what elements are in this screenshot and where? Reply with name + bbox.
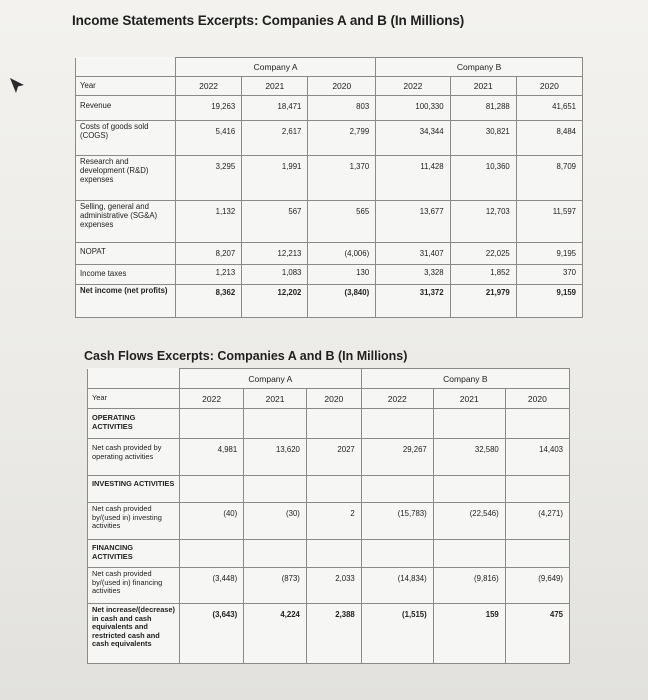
cell-value xyxy=(244,409,307,439)
cash-flow-table xyxy=(87,368,570,664)
table-row xyxy=(88,540,570,568)
year-header: 2020 xyxy=(308,77,376,96)
cell-value xyxy=(361,476,433,503)
cell-value: 2,388 xyxy=(306,604,361,664)
cell-value: 1,213 xyxy=(176,265,242,285)
cell-value: 10,360 xyxy=(450,156,516,201)
year-header: 2021 xyxy=(242,77,308,96)
table-row xyxy=(76,121,583,156)
section-label: INVESTING ACTIVITIES xyxy=(88,476,180,503)
cell-value: 3,328 xyxy=(376,265,450,285)
cell-value: 22,025 xyxy=(450,243,516,265)
cell-value xyxy=(433,476,505,503)
cell-value: 31,407 xyxy=(376,243,450,265)
cell-value: (3,448) xyxy=(180,568,244,604)
table-row xyxy=(76,243,583,265)
cell-value: 41,651 xyxy=(516,96,582,121)
cell-value: 8,709 xyxy=(516,156,582,201)
cell-value xyxy=(505,476,569,503)
year-header: 2022 xyxy=(376,77,450,96)
cell-value: 30,821 xyxy=(450,121,516,156)
cell-value: 14,403 xyxy=(505,439,569,476)
row-label: Net cash provided by/(used in) investing activities xyxy=(88,503,180,540)
cell-value: 4,981 xyxy=(180,439,244,476)
cell-value: 370 xyxy=(516,265,582,285)
cell-value: 3,295 xyxy=(176,156,242,201)
cell-value: 34,344 xyxy=(376,121,450,156)
cell-value: 1,083 xyxy=(242,265,308,285)
year-header: 2021 xyxy=(450,77,516,96)
cell-value xyxy=(433,409,505,439)
cell-value xyxy=(306,409,361,439)
cell-value: 12,202 xyxy=(242,285,308,318)
cell-value: 19,263 xyxy=(176,96,242,121)
cell-value: 8,362 xyxy=(176,285,242,318)
row-label: Net income (net profits) xyxy=(76,285,176,318)
row-label: Costs of goods sold (COGS) xyxy=(76,121,176,156)
cell-value: 1,132 xyxy=(176,201,242,243)
cell-value: 13,677 xyxy=(376,201,450,243)
cell-value: 13,620 xyxy=(244,439,307,476)
year-label: Year xyxy=(76,77,176,96)
cell-value: 2,617 xyxy=(242,121,308,156)
company-a-header: Company A xyxy=(176,58,376,77)
table-row xyxy=(88,439,570,476)
year-header: 2022 xyxy=(180,389,244,409)
cell-value xyxy=(306,540,361,568)
cell-value: 567 xyxy=(242,201,308,243)
table-row xyxy=(88,476,570,503)
cell-value: 9,159 xyxy=(516,285,582,318)
row-label: Revenue xyxy=(76,96,176,121)
cell-value: 1,370 xyxy=(308,156,376,201)
cell-value: (4,006) xyxy=(308,243,376,265)
year-header: 2021 xyxy=(244,389,307,409)
cell-value: 32,580 xyxy=(433,439,505,476)
cell-value: 475 xyxy=(505,604,569,664)
table-row xyxy=(76,265,583,285)
table-row xyxy=(76,156,583,201)
table-row xyxy=(76,285,583,318)
cell-value xyxy=(244,540,307,568)
cell-value: 2027 xyxy=(306,439,361,476)
cell-value: 31,372 xyxy=(376,285,450,318)
cell-value: (40) xyxy=(180,503,244,540)
cash-flow-title: Cash Flows Excerpts: Companies A and B (In Millions) xyxy=(84,349,408,363)
company-a-header: Company A xyxy=(180,369,362,389)
income-statement-table xyxy=(75,57,583,318)
row-label: Net cash provided by operating activities xyxy=(88,439,180,476)
row-label: NOPAT xyxy=(76,243,176,265)
cell-value: (15,783) xyxy=(361,503,433,540)
cell-value: 100,330 xyxy=(376,96,450,121)
cell-value: (22,546) xyxy=(433,503,505,540)
row-label: Income taxes xyxy=(76,265,176,285)
table-row xyxy=(88,409,570,439)
cell-value: 11,597 xyxy=(516,201,582,243)
cell-value xyxy=(361,540,433,568)
table-row xyxy=(76,96,583,121)
year-header: 2020 xyxy=(505,389,569,409)
table-row xyxy=(88,503,570,540)
table-row xyxy=(76,201,583,243)
cell-value: 81,288 xyxy=(450,96,516,121)
cell-value: 9,195 xyxy=(516,243,582,265)
cell-value: (873) xyxy=(244,568,307,604)
table-row xyxy=(88,604,570,664)
cell-value: 2,799 xyxy=(308,121,376,156)
cell-value: (4,271) xyxy=(505,503,569,540)
cell-value: 1,991 xyxy=(242,156,308,201)
cell-value: 2 xyxy=(306,503,361,540)
cell-value xyxy=(244,476,307,503)
year-header: 2020 xyxy=(516,77,582,96)
cell-value: 12,213 xyxy=(242,243,308,265)
income-title: Income Statements Excerpts: Companies A and B (In Millions) xyxy=(72,13,465,28)
cell-value xyxy=(361,409,433,439)
cell-value: 21,979 xyxy=(450,285,516,318)
cell-value xyxy=(180,409,244,439)
cell-value: 2,033 xyxy=(306,568,361,604)
cell-value: 29,267 xyxy=(361,439,433,476)
year-header: 2021 xyxy=(433,389,505,409)
cell-value xyxy=(433,540,505,568)
cell-value: (3,840) xyxy=(308,285,376,318)
cell-value: 565 xyxy=(308,201,376,243)
cell-value: 8,207 xyxy=(176,243,242,265)
cell-value: 159 xyxy=(433,604,505,664)
company-b-header: Company B xyxy=(376,58,583,77)
row-label: Net increase/(decrease) in cash and cash equivalents and restricted cash and cash equivalents xyxy=(88,604,180,664)
year-header: 2022 xyxy=(361,389,433,409)
cell-value: 12,703 xyxy=(450,201,516,243)
cell-value: 130 xyxy=(308,265,376,285)
cell-value: (9,816) xyxy=(433,568,505,604)
cell-value: 11,428 xyxy=(376,156,450,201)
cell-value: 5,416 xyxy=(176,121,242,156)
cell-value: 803 xyxy=(308,96,376,121)
cell-value xyxy=(180,540,244,568)
cell-value: (1,515) xyxy=(361,604,433,664)
row-label: Selling, general and administrative (SG&A) expenses xyxy=(76,201,176,243)
cell-value: (14,834) xyxy=(361,568,433,604)
cell-value: (3,643) xyxy=(180,604,244,664)
cell-value xyxy=(306,476,361,503)
cell-value xyxy=(180,476,244,503)
cell-value: 18,471 xyxy=(242,96,308,121)
cell-value xyxy=(505,409,569,439)
cell-value: 4,224 xyxy=(244,604,307,664)
cell-value xyxy=(505,540,569,568)
cell-value: (30) xyxy=(244,503,307,540)
row-label: Research and development (R&D) expenses xyxy=(76,156,176,201)
mouse-pointer-icon xyxy=(8,76,28,96)
cell-value: (9,649) xyxy=(505,568,569,604)
table-row xyxy=(88,568,570,604)
section-label: OPERATING ACTIVITIES xyxy=(88,409,180,439)
year-label: Year xyxy=(88,389,180,409)
cell-value: 1,852 xyxy=(450,265,516,285)
section-label: FINANCING ACTIVITIES xyxy=(88,540,180,568)
cell-value: 8,484 xyxy=(516,121,582,156)
year-header: 2020 xyxy=(306,389,361,409)
company-b-header: Company B xyxy=(361,369,569,389)
year-header: 2022 xyxy=(176,77,242,96)
row-label: Net cash provided by/(used in) financing activities xyxy=(88,568,180,604)
